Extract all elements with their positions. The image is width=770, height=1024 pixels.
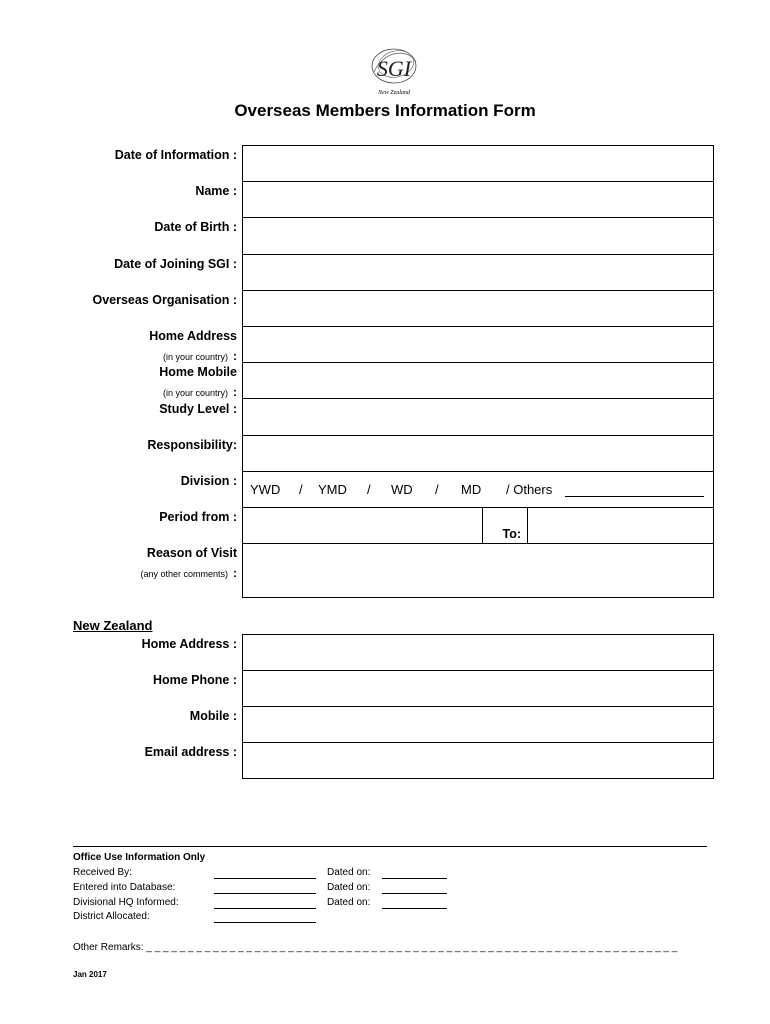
received-by-blank[interactable] (214, 878, 316, 879)
label-name: Name : (195, 184, 237, 198)
others-blank-line[interactable] (565, 496, 704, 497)
office-district-allocated: District Allocated: (73, 911, 150, 922)
nz-mobile-field[interactable] (242, 706, 714, 743)
division-option-others[interactable]: / Others (506, 482, 553, 497)
study-level-field[interactable] (242, 398, 714, 436)
reason-of-visit-field[interactable] (242, 543, 714, 598)
label-date-of-birth: Date of Birth : (154, 220, 237, 234)
divisional-hq-blank[interactable] (214, 908, 316, 909)
other-remarks[interactable]: Other Remarks: _ _ _ _ _ _ _ _ _ _ _ _ _ _ _ _ _ _ _ _ _ _ _ _ _ _ _ _ _ _ _ _ _ _ _ _ _ _ _ _ _ _ _ _ _ _ _ _ _ _ _ _ _ _ _ _ _ _ _ _ _ _ _ _ (73, 942, 678, 953)
period-from-field[interactable] (242, 507, 483, 544)
name-field[interactable] (242, 181, 714, 218)
period-to-label-cell (482, 507, 528, 544)
label-to: To: (502, 527, 521, 541)
label-responsibility: Responsibility: (147, 438, 237, 452)
overseas-organisation-field[interactable] (242, 290, 714, 327)
office-entered-into-database: Entered into Database: (73, 882, 176, 893)
label-home-mobile-sub: (in your country) : (162, 385, 237, 399)
date-of-birth-field[interactable] (242, 217, 714, 255)
label-study-level: Study Level : (159, 402, 237, 416)
dated-on-blank-1[interactable] (382, 878, 447, 879)
label-date-of-joining: Date of Joining SGI : (114, 257, 237, 271)
label-nz-home-address: Home Address : (141, 637, 237, 651)
division-option-ywd[interactable]: YWD (250, 482, 281, 497)
label-reason-of-visit: Reason of Visit (146, 546, 237, 560)
label-nz-email: Email address : (144, 745, 237, 759)
division-option-wd[interactable]: WD (391, 482, 413, 497)
nz-home-address-field[interactable] (242, 634, 714, 671)
responsibility-field[interactable] (242, 435, 714, 472)
division-separator: / (299, 482, 303, 497)
office-divisional-hq: Divisional HQ Informed: (73, 897, 179, 908)
division-separator: / (367, 482, 371, 497)
divider-rule (73, 846, 707, 847)
home-mobile-field[interactable] (242, 362, 714, 399)
logo-subtitle: New Zealand (378, 90, 410, 96)
label-division: Division : (180, 474, 237, 488)
office-dated-on-2: Dated on: (327, 882, 371, 893)
label-home-address-sub: (in your country) : (162, 349, 237, 363)
date-of-information-field[interactable] (242, 145, 714, 182)
label-nz-mobile: Mobile : (189, 709, 237, 723)
label-reason-sub: (any other comments) : (140, 566, 237, 580)
label-period-from: Period from : (159, 510, 237, 524)
office-dated-on-1: Dated on: (327, 867, 371, 878)
dated-on-blank-3[interactable] (382, 908, 447, 909)
label-date-of-information: Date of Information : (114, 148, 237, 162)
district-allocated-blank[interactable] (214, 922, 316, 923)
division-option-md[interactable]: MD (461, 482, 482, 497)
home-address-field[interactable] (242, 326, 714, 363)
nz-home-phone-field[interactable] (242, 670, 714, 707)
label-home-address: Home Address (149, 329, 237, 343)
label-nz-home-phone: Home Phone : (152, 673, 237, 687)
period-to-field[interactable] (527, 507, 714, 544)
new-zealand-heading: New Zealand (73, 618, 153, 633)
label-home-mobile: Home Mobile (159, 365, 237, 379)
office-received-by: Received By: (73, 867, 132, 878)
division-option-ymd[interactable]: YMD (318, 482, 347, 497)
division-separator: / (435, 482, 439, 497)
office-dated-on-3: Dated on: (327, 897, 371, 908)
entered-into-database-blank[interactable] (214, 893, 316, 894)
label-overseas-organisation: Overseas Organisation : (92, 293, 237, 307)
date-of-joining-field[interactable] (242, 254, 714, 291)
nz-email-field[interactable] (242, 742, 714, 779)
office-use-title: Office Use Information Only (73, 852, 206, 863)
dated-on-blank-2[interactable] (382, 893, 447, 894)
logo-letters: SGI (376, 56, 412, 81)
form-date: Jan 2017 (73, 970, 107, 979)
form-title: Overseas Members Information Form (234, 101, 536, 120)
